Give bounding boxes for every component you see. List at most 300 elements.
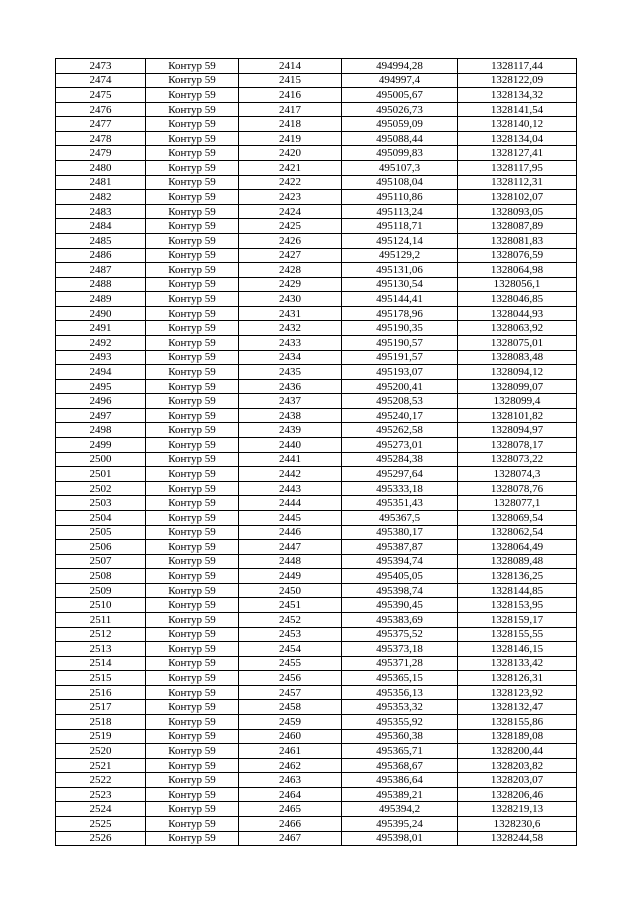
point-number-cell: 2428 <box>239 263 342 278</box>
table-row <box>56 583 577 598</box>
point-number-cell: 2442 <box>239 467 342 482</box>
x-coordinate-cell: 495099,83 <box>342 146 458 161</box>
point-number-cell: 2421 <box>239 161 342 176</box>
contour-name-cell: Контур 59 <box>146 758 239 773</box>
y-coordinate-cell: 1328046,85 <box>458 292 577 307</box>
row-number-cell: 2515 <box>56 671 146 686</box>
y-coordinate-cell: 1328078,17 <box>458 438 577 453</box>
table-row <box>56 335 577 350</box>
table-row <box>56 540 577 555</box>
x-coordinate-cell: 495351,43 <box>342 496 458 511</box>
row-number-cell: 2499 <box>56 438 146 453</box>
y-coordinate-cell: 1328159,17 <box>458 612 577 627</box>
point-number-cell: 2455 <box>239 656 342 671</box>
x-coordinate-cell: 495365,15 <box>342 671 458 686</box>
y-coordinate-cell: 1328206,46 <box>458 787 577 802</box>
x-coordinate-cell: 495113,24 <box>342 204 458 219</box>
y-coordinate-cell: 1328203,07 <box>458 773 577 788</box>
y-coordinate-cell: 1328230,6 <box>458 817 577 832</box>
contour-name-cell: Контур 59 <box>146 744 239 759</box>
point-number-cell: 2437 <box>239 394 342 409</box>
y-coordinate-cell: 1328076,59 <box>458 248 577 263</box>
x-coordinate-cell: 495193,07 <box>342 365 458 380</box>
point-number-cell: 2449 <box>239 569 342 584</box>
contour-name-cell: Контур 59 <box>146 467 239 482</box>
x-coordinate-cell: 495297,64 <box>342 467 458 482</box>
row-number-cell: 2481 <box>56 175 146 190</box>
contour-name-cell: Контур 59 <box>146 233 239 248</box>
row-number-cell: 2485 <box>56 233 146 248</box>
row-number-cell: 2477 <box>56 117 146 132</box>
x-coordinate-cell: 495108,04 <box>342 175 458 190</box>
table-row <box>56 525 577 540</box>
x-coordinate-cell: 495144,41 <box>342 292 458 307</box>
y-coordinate-cell: 1328117,44 <box>458 59 577 74</box>
y-coordinate-cell: 1328063,92 <box>458 321 577 336</box>
table-row <box>56 481 577 496</box>
row-number-cell: 2489 <box>56 292 146 307</box>
contour-name-cell: Контур 59 <box>146 219 239 234</box>
table-row <box>56 773 577 788</box>
table-row <box>56 671 577 686</box>
table-row <box>56 612 577 627</box>
table-row <box>56 715 577 730</box>
x-coordinate-cell: 495333,18 <box>342 481 458 496</box>
contour-name-cell: Контур 59 <box>146 583 239 598</box>
row-number-cell: 2507 <box>56 554 146 569</box>
table-row <box>56 758 577 773</box>
contour-name-cell: Контур 59 <box>146 773 239 788</box>
contour-name-cell: Контур 59 <box>146 146 239 161</box>
contour-name-cell: Контур 59 <box>146 554 239 569</box>
contour-name-cell: Контур 59 <box>146 831 239 846</box>
table-row <box>56 408 577 423</box>
point-number-cell: 2465 <box>239 802 342 817</box>
row-number-cell: 2475 <box>56 88 146 103</box>
row-number-cell: 2504 <box>56 510 146 525</box>
point-number-cell: 2443 <box>239 481 342 496</box>
y-coordinate-cell: 1328074,3 <box>458 467 577 482</box>
table-row <box>56 306 577 321</box>
point-number-cell: 2435 <box>239 365 342 380</box>
y-coordinate-cell: 1328094,12 <box>458 365 577 380</box>
point-number-cell: 2444 <box>239 496 342 511</box>
y-coordinate-cell: 1328073,22 <box>458 452 577 467</box>
contour-name-cell: Контур 59 <box>146 263 239 278</box>
x-coordinate-cell: 495371,28 <box>342 656 458 671</box>
row-number-cell: 2483 <box>56 204 146 219</box>
table-row <box>56 379 577 394</box>
row-number-cell: 2506 <box>56 540 146 555</box>
contour-name-cell: Контур 59 <box>146 438 239 453</box>
y-coordinate-cell: 1328244,58 <box>458 831 577 846</box>
y-coordinate-cell: 1328132,47 <box>458 700 577 715</box>
point-number-cell: 2429 <box>239 277 342 292</box>
contour-name-cell: Контур 59 <box>146 277 239 292</box>
table-row <box>56 831 577 846</box>
x-coordinate-cell: 495380,17 <box>342 525 458 540</box>
contour-name-cell: Контур 59 <box>146 59 239 74</box>
y-coordinate-cell: 1328069,54 <box>458 510 577 525</box>
table-row <box>56 394 577 409</box>
y-coordinate-cell: 1328127,41 <box>458 146 577 161</box>
x-coordinate-cell: 495375,52 <box>342 627 458 642</box>
table-row <box>56 656 577 671</box>
table-row <box>56 365 577 380</box>
table-row <box>56 219 577 234</box>
point-number-cell: 2423 <box>239 190 342 205</box>
row-number-cell: 2478 <box>56 131 146 146</box>
contour-name-cell: Контур 59 <box>146 510 239 525</box>
table-row <box>56 131 577 146</box>
x-coordinate-cell: 495386,64 <box>342 773 458 788</box>
point-number-cell: 2434 <box>239 350 342 365</box>
x-coordinate-cell: 495191,57 <box>342 350 458 365</box>
row-number-cell: 2517 <box>56 700 146 715</box>
table-row <box>56 729 577 744</box>
row-number-cell: 2513 <box>56 642 146 657</box>
contour-name-cell: Контур 59 <box>146 204 239 219</box>
point-number-cell: 2430 <box>239 292 342 307</box>
contour-name-cell: Контур 59 <box>146 117 239 132</box>
table-row <box>56 700 577 715</box>
point-number-cell: 2440 <box>239 438 342 453</box>
contour-name-cell: Контур 59 <box>146 292 239 307</box>
contour-name-cell: Контур 59 <box>146 612 239 627</box>
row-number-cell: 2494 <box>56 365 146 380</box>
point-number-cell: 2418 <box>239 117 342 132</box>
table-row <box>56 146 577 161</box>
y-coordinate-cell: 1328117,95 <box>458 161 577 176</box>
contour-name-cell: Контур 59 <box>146 715 239 730</box>
y-coordinate-cell: 1328112,31 <box>458 175 577 190</box>
row-number-cell: 2505 <box>56 525 146 540</box>
y-coordinate-cell: 1328101,82 <box>458 408 577 423</box>
row-number-cell: 2476 <box>56 102 146 117</box>
contour-name-cell: Контур 59 <box>146 306 239 321</box>
point-number-cell: 2453 <box>239 627 342 642</box>
x-coordinate-cell: 495059,09 <box>342 117 458 132</box>
contour-name-cell: Контур 59 <box>146 817 239 832</box>
contour-name-cell: Контур 59 <box>146 175 239 190</box>
x-coordinate-cell: 495395,24 <box>342 817 458 832</box>
y-coordinate-cell: 1328140,12 <box>458 117 577 132</box>
contour-name-cell: Контур 59 <box>146 102 239 117</box>
row-number-cell: 2520 <box>56 744 146 759</box>
table-row <box>56 233 577 248</box>
row-number-cell: 2525 <box>56 817 146 832</box>
x-coordinate-cell: 495129,2 <box>342 248 458 263</box>
table-row <box>56 510 577 525</box>
y-coordinate-cell: 1328064,98 <box>458 263 577 278</box>
point-number-cell: 2416 <box>239 88 342 103</box>
contour-name-cell: Контур 59 <box>146 452 239 467</box>
point-number-cell: 2460 <box>239 729 342 744</box>
row-number-cell: 2526 <box>56 831 146 846</box>
y-coordinate-cell: 1328083,48 <box>458 350 577 365</box>
y-coordinate-cell: 1328141,54 <box>458 102 577 117</box>
x-coordinate-cell: 495383,69 <box>342 612 458 627</box>
x-coordinate-cell: 495394,2 <box>342 802 458 817</box>
contour-name-cell: Контур 59 <box>146 729 239 744</box>
row-number-cell: 2500 <box>56 452 146 467</box>
point-number-cell: 2448 <box>239 554 342 569</box>
table-row <box>56 802 577 817</box>
table-row <box>56 204 577 219</box>
row-number-cell: 2508 <box>56 569 146 584</box>
contour-name-cell: Контур 59 <box>146 365 239 380</box>
point-number-cell: 2450 <box>239 583 342 598</box>
x-coordinate-cell: 494994,28 <box>342 59 458 74</box>
x-coordinate-cell: 495398,74 <box>342 583 458 598</box>
point-number-cell: 2463 <box>239 773 342 788</box>
y-coordinate-cell: 1328087,89 <box>458 219 577 234</box>
row-number-cell: 2495 <box>56 379 146 394</box>
x-coordinate-cell: 495356,13 <box>342 685 458 700</box>
x-coordinate-cell: 495124,14 <box>342 233 458 248</box>
row-number-cell: 2501 <box>56 467 146 482</box>
table-row <box>56 88 577 103</box>
x-coordinate-cell: 495353,32 <box>342 700 458 715</box>
table-row <box>56 438 577 453</box>
row-number-cell: 2488 <box>56 277 146 292</box>
y-coordinate-cell: 1328064,49 <box>458 540 577 555</box>
table-row <box>56 685 577 700</box>
x-coordinate-cell: 495118,71 <box>342 219 458 234</box>
contour-name-cell: Контур 59 <box>146 481 239 496</box>
table-body <box>56 59 577 846</box>
point-number-cell: 2419 <box>239 131 342 146</box>
point-number-cell: 2433 <box>239 335 342 350</box>
row-number-cell: 2503 <box>56 496 146 511</box>
y-coordinate-cell: 1328094,97 <box>458 423 577 438</box>
y-coordinate-cell: 1328062,54 <box>458 525 577 540</box>
x-coordinate-cell: 495373,18 <box>342 642 458 657</box>
y-coordinate-cell: 1328133,42 <box>458 656 577 671</box>
x-coordinate-cell: 495190,57 <box>342 335 458 350</box>
x-coordinate-cell: 495367,5 <box>342 510 458 525</box>
point-number-cell: 2451 <box>239 598 342 613</box>
row-number-cell: 2509 <box>56 583 146 598</box>
x-coordinate-cell: 495110,86 <box>342 190 458 205</box>
point-number-cell: 2414 <box>239 59 342 74</box>
point-number-cell: 2457 <box>239 685 342 700</box>
contour-name-cell: Контур 59 <box>146 700 239 715</box>
contour-name-cell: Контур 59 <box>146 394 239 409</box>
point-number-cell: 2439 <box>239 423 342 438</box>
contour-name-cell: Контур 59 <box>146 131 239 146</box>
contour-name-cell: Контур 59 <box>146 671 239 686</box>
row-number-cell: 2524 <box>56 802 146 817</box>
y-coordinate-cell: 1328099,07 <box>458 379 577 394</box>
table-row <box>56 627 577 642</box>
table-row <box>56 292 577 307</box>
x-coordinate-cell: 495130,54 <box>342 277 458 292</box>
y-coordinate-cell: 1328200,44 <box>458 744 577 759</box>
x-coordinate-cell: 495240,17 <box>342 408 458 423</box>
y-coordinate-cell: 1328134,04 <box>458 131 577 146</box>
point-number-cell: 2467 <box>239 831 342 846</box>
row-number-cell: 2493 <box>56 350 146 365</box>
table-row <box>56 190 577 205</box>
table-row <box>56 598 577 613</box>
table-row <box>56 263 577 278</box>
table-row <box>56 642 577 657</box>
point-number-cell: 2441 <box>239 452 342 467</box>
row-number-cell: 2492 <box>56 335 146 350</box>
table-row <box>56 554 577 569</box>
row-number-cell: 2510 <box>56 598 146 613</box>
table-row <box>56 744 577 759</box>
row-number-cell: 2487 <box>56 263 146 278</box>
row-number-cell: 2511 <box>56 612 146 627</box>
contour-name-cell: Контур 59 <box>146 248 239 263</box>
contour-name-cell: Контур 59 <box>146 496 239 511</box>
point-number-cell: 2466 <box>239 817 342 832</box>
point-number-cell: 2464 <box>239 787 342 802</box>
contour-name-cell: Контур 59 <box>146 525 239 540</box>
contour-name-cell: Контур 59 <box>146 379 239 394</box>
point-number-cell: 2425 <box>239 219 342 234</box>
point-number-cell: 2436 <box>239 379 342 394</box>
contour-name-cell: Контур 59 <box>146 787 239 802</box>
contour-name-cell: Контур 59 <box>146 73 239 88</box>
table-row <box>56 102 577 117</box>
x-coordinate-cell: 495365,71 <box>342 744 458 759</box>
point-number-cell: 2417 <box>239 102 342 117</box>
coordinates-table <box>55 58 577 846</box>
table-row <box>56 452 577 467</box>
row-number-cell: 2523 <box>56 787 146 802</box>
x-coordinate-cell: 495262,58 <box>342 423 458 438</box>
y-coordinate-cell: 1328155,86 <box>458 715 577 730</box>
x-coordinate-cell: 495088,44 <box>342 131 458 146</box>
y-coordinate-cell: 1328102,07 <box>458 190 577 205</box>
point-number-cell: 2426 <box>239 233 342 248</box>
row-number-cell: 2521 <box>56 758 146 773</box>
row-number-cell: 2497 <box>56 408 146 423</box>
point-number-cell: 2445 <box>239 510 342 525</box>
point-number-cell: 2427 <box>239 248 342 263</box>
row-number-cell: 2518 <box>56 715 146 730</box>
contour-name-cell: Контур 59 <box>146 642 239 657</box>
point-number-cell: 2420 <box>239 146 342 161</box>
row-number-cell: 2522 <box>56 773 146 788</box>
point-number-cell: 2459 <box>239 715 342 730</box>
table-row <box>56 161 577 176</box>
y-coordinate-cell: 1328099,4 <box>458 394 577 409</box>
y-coordinate-cell: 1328089,48 <box>458 554 577 569</box>
x-coordinate-cell: 495368,67 <box>342 758 458 773</box>
x-coordinate-cell: 495178,96 <box>342 306 458 321</box>
row-number-cell: 2474 <box>56 73 146 88</box>
contour-name-cell: Контур 59 <box>146 423 239 438</box>
table-row <box>56 423 577 438</box>
table-row <box>56 787 577 802</box>
point-number-cell: 2447 <box>239 540 342 555</box>
contour-name-cell: Контур 59 <box>146 190 239 205</box>
point-number-cell: 2458 <box>239 700 342 715</box>
x-coordinate-cell: 495398,01 <box>342 831 458 846</box>
contour-name-cell: Контур 59 <box>146 161 239 176</box>
x-coordinate-cell: 495360,38 <box>342 729 458 744</box>
contour-name-cell: Контур 59 <box>146 88 239 103</box>
x-coordinate-cell: 495387,87 <box>342 540 458 555</box>
y-coordinate-cell: 1328136,25 <box>458 569 577 584</box>
table-row <box>56 496 577 511</box>
y-coordinate-cell: 1328044,93 <box>458 306 577 321</box>
y-coordinate-cell: 1328144,85 <box>458 583 577 598</box>
point-number-cell: 2432 <box>239 321 342 336</box>
y-coordinate-cell: 1328123,92 <box>458 685 577 700</box>
table-row <box>56 569 577 584</box>
contour-name-cell: Контур 59 <box>146 321 239 336</box>
row-number-cell: 2484 <box>56 219 146 234</box>
y-coordinate-cell: 1328078,76 <box>458 481 577 496</box>
contour-name-cell: Контур 59 <box>146 350 239 365</box>
row-number-cell: 2491 <box>56 321 146 336</box>
y-coordinate-cell: 1328189,08 <box>458 729 577 744</box>
row-number-cell: 2486 <box>56 248 146 263</box>
point-number-cell: 2431 <box>239 306 342 321</box>
row-number-cell: 2519 <box>56 729 146 744</box>
contour-name-cell: Контур 59 <box>146 598 239 613</box>
row-number-cell: 2480 <box>56 161 146 176</box>
contour-name-cell: Контур 59 <box>146 627 239 642</box>
point-number-cell: 2415 <box>239 73 342 88</box>
point-number-cell: 2461 <box>239 744 342 759</box>
point-number-cell: 2452 <box>239 612 342 627</box>
x-coordinate-cell: 495390,45 <box>342 598 458 613</box>
x-coordinate-cell: 495405,05 <box>342 569 458 584</box>
y-coordinate-cell: 1328146,15 <box>458 642 577 657</box>
row-number-cell: 2473 <box>56 59 146 74</box>
x-coordinate-cell: 495208,53 <box>342 394 458 409</box>
table-row <box>56 350 577 365</box>
point-number-cell: 2422 <box>239 175 342 190</box>
x-coordinate-cell: 495355,92 <box>342 715 458 730</box>
row-number-cell: 2502 <box>56 481 146 496</box>
table-row <box>56 248 577 263</box>
y-coordinate-cell: 1328203,82 <box>458 758 577 773</box>
row-number-cell: 2514 <box>56 656 146 671</box>
point-number-cell: 2446 <box>239 525 342 540</box>
y-coordinate-cell: 1328081,83 <box>458 233 577 248</box>
contour-name-cell: Контур 59 <box>146 569 239 584</box>
x-coordinate-cell: 495394,74 <box>342 554 458 569</box>
x-coordinate-cell: 495005,67 <box>342 88 458 103</box>
point-number-cell: 2424 <box>239 204 342 219</box>
contour-name-cell: Контур 59 <box>146 335 239 350</box>
row-number-cell: 2482 <box>56 190 146 205</box>
table-row <box>56 73 577 88</box>
x-coordinate-cell: 495389,21 <box>342 787 458 802</box>
y-coordinate-cell: 1328126,31 <box>458 671 577 686</box>
table-row <box>56 59 577 74</box>
contour-name-cell: Контур 59 <box>146 656 239 671</box>
x-coordinate-cell: 495026,73 <box>342 102 458 117</box>
y-coordinate-cell: 1328155,55 <box>458 627 577 642</box>
row-number-cell: 2512 <box>56 627 146 642</box>
row-number-cell: 2479 <box>56 146 146 161</box>
y-coordinate-cell: 1328077,1 <box>458 496 577 511</box>
contour-name-cell: Контур 59 <box>146 408 239 423</box>
y-coordinate-cell: 1328075,01 <box>458 335 577 350</box>
point-number-cell: 2462 <box>239 758 342 773</box>
contour-name-cell: Контур 59 <box>146 685 239 700</box>
table-row <box>56 817 577 832</box>
contour-name-cell: Контур 59 <box>146 540 239 555</box>
